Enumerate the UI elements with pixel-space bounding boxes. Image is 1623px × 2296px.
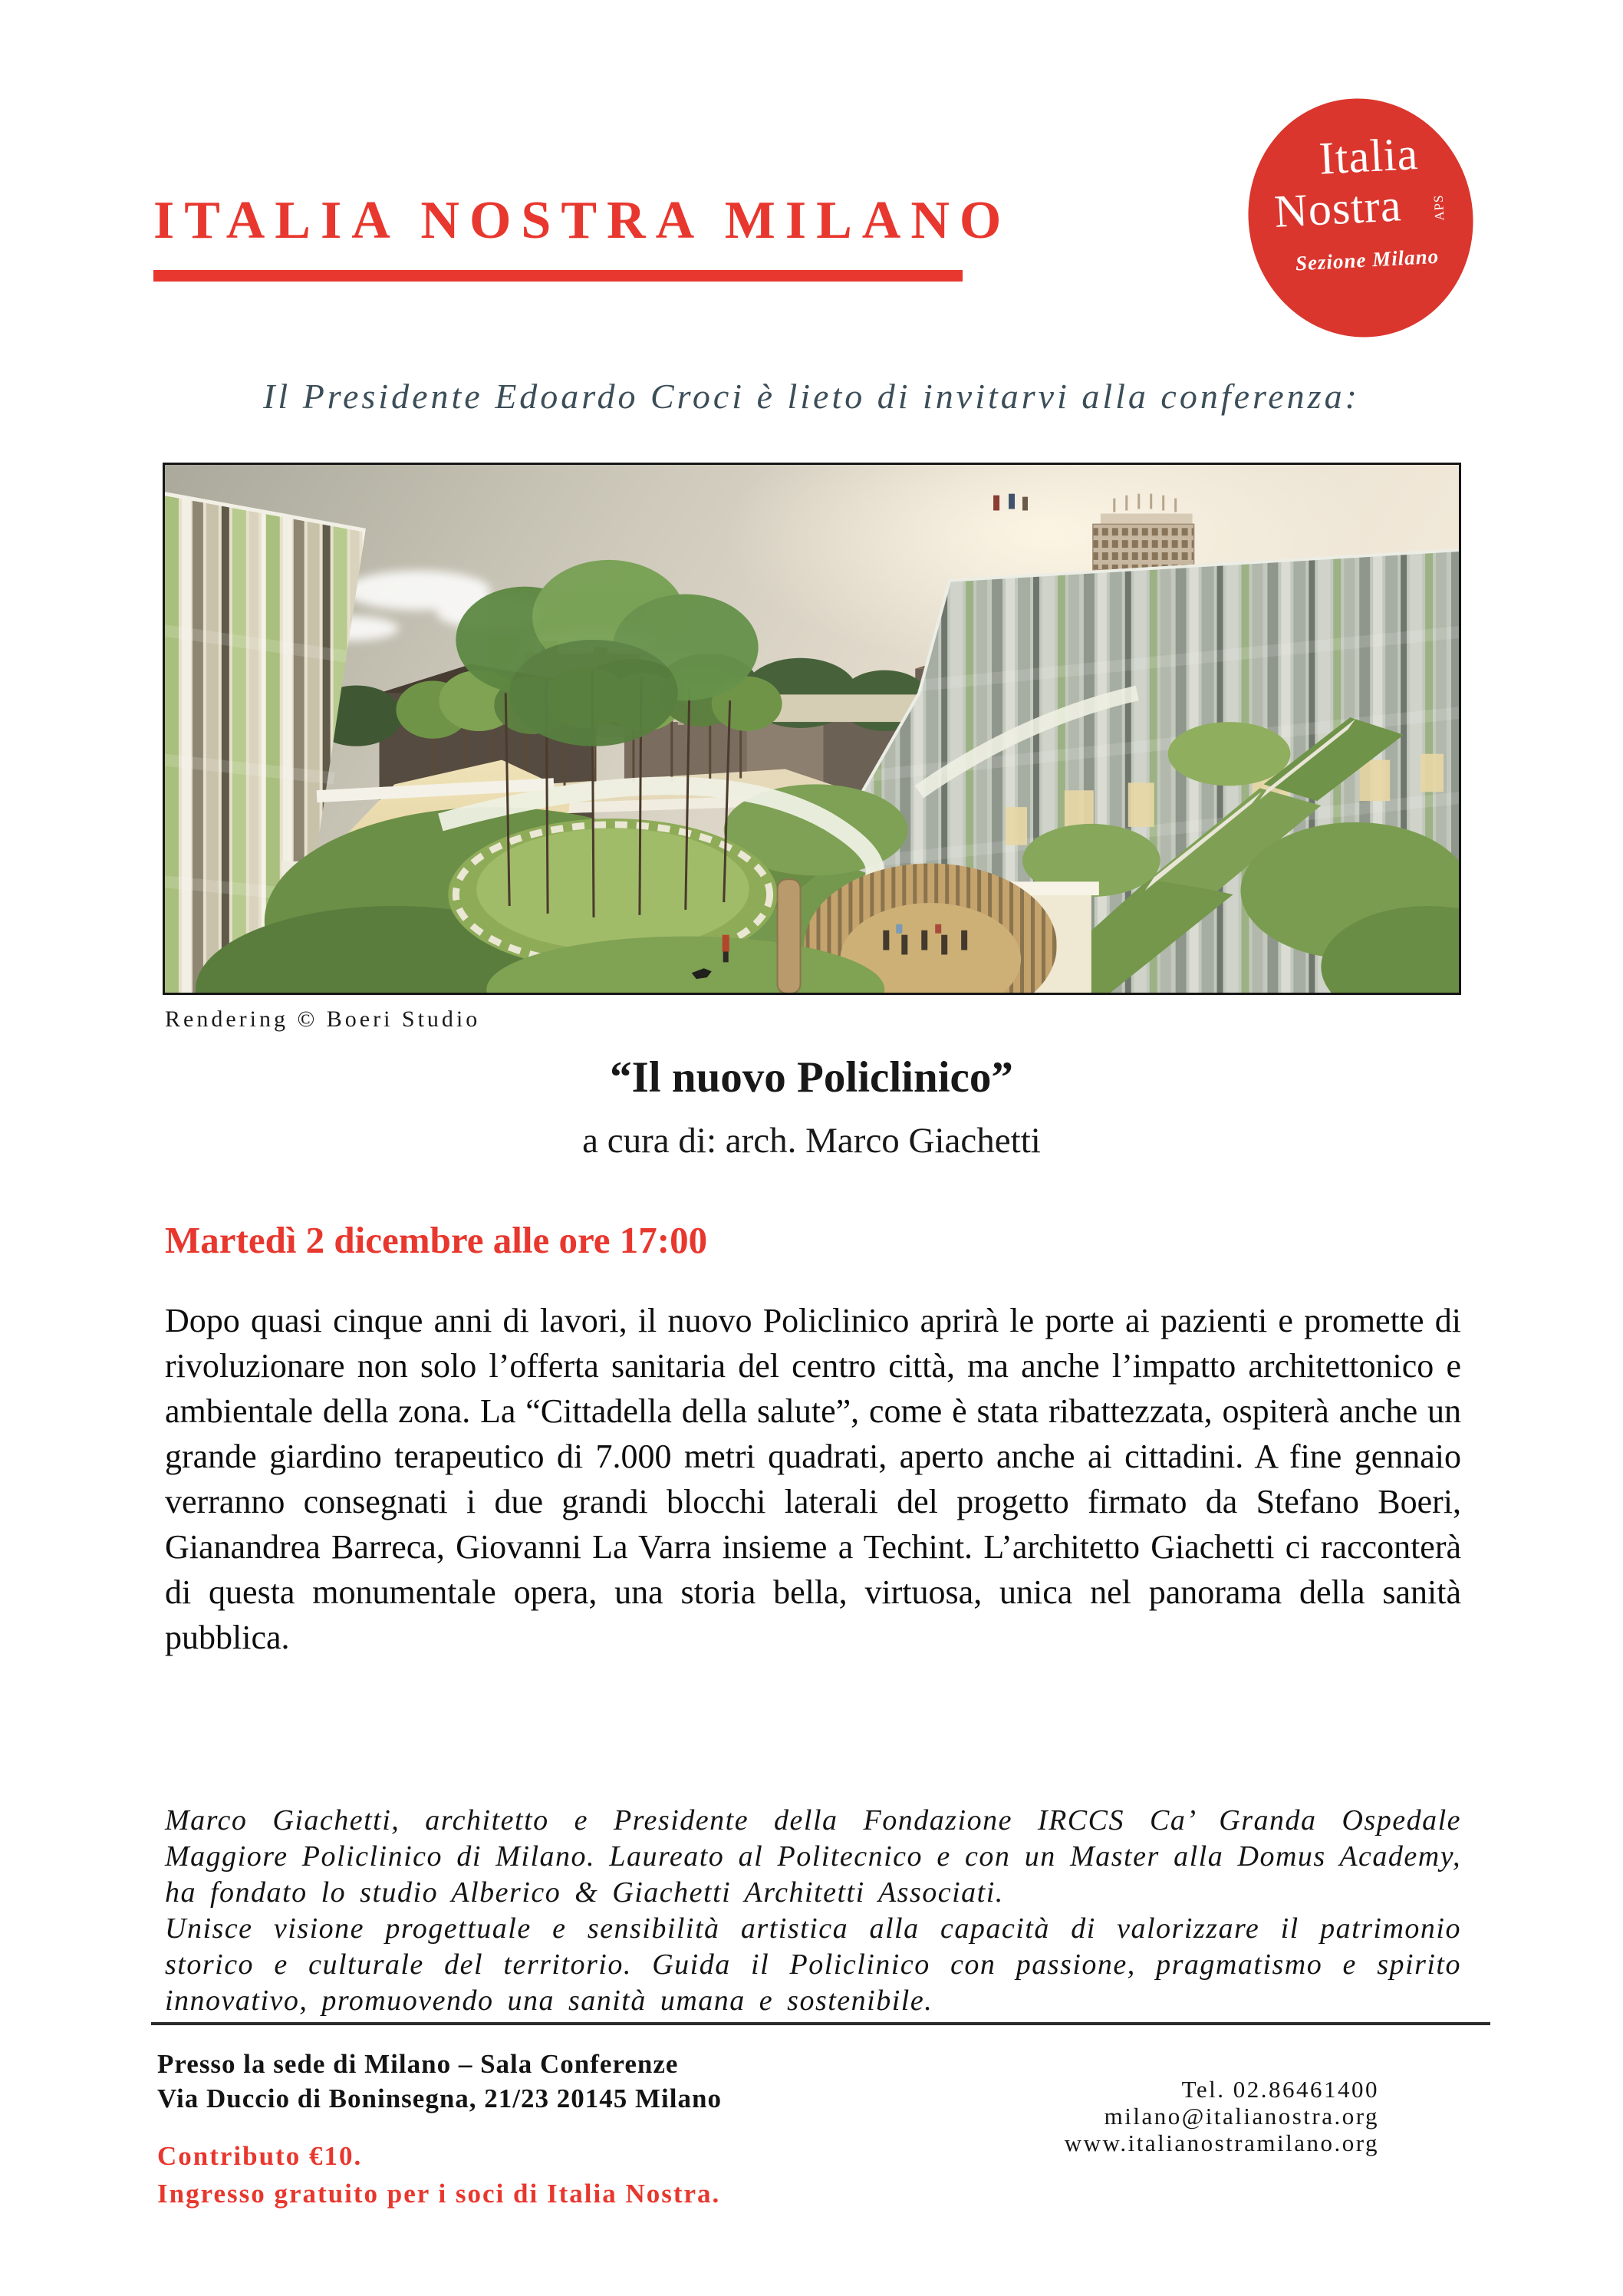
website-url: www.italianostramilano.org: [1064, 2130, 1379, 2156]
rendering-illustration: [165, 465, 1459, 993]
conference-title: “Il nuovo Policlinico”: [610, 1053, 1013, 1102]
italia-nostra-logo: [1249, 98, 1473, 338]
page-title: ITALIA NOSTRA MILANO: [153, 191, 1012, 250]
venue-line-1: Presso la sede di Milano – Sala Conferenze: [157, 2049, 679, 2079]
footer-contact-block: [1065, 2076, 1379, 2156]
footer-divider: [151, 2022, 1490, 2025]
free-entry-line: Ingresso gratuito per i soci di Italia Nostra.: [157, 2179, 721, 2209]
phone-number: Tel. 02.86461400: [1181, 2076, 1379, 2103]
logo-text: [1243, 93, 1479, 344]
email-address: milano@italianostra.org: [1104, 2103, 1379, 2130]
logo-word-italia: Italia: [1318, 128, 1420, 184]
contribution-line: Contributo €10.: [157, 2141, 363, 2171]
bio-block: [165, 1803, 1461, 2019]
datetime-heading: Martedì 2 dicembre alle ore 17:00: [165, 1219, 708, 1261]
bio-paragraph-1: Marco Giachetti, architetto e Presidente della Fondazione IRCCS Ca’ Granda Ospedale Maggiore Policlinico di Milano. Laureato al Politecnico e con un Master alla Domus Academy, ha fondato lo studio Alberico & Giachetti Architetti Associati.: [165, 1804, 1461, 1909]
logo-aps-label: APS: [1430, 194, 1447, 222]
body-paragraph: Dopo quasi cinque anni di lavori, il nuovo Policlinico aprirà le porte ai pazienti e promette di rivoluzionare non solo l’offerta sanitaria del centro città, ma anche l’impatto architettonico e ambientale della zona. La “Cittadella della salute”, come è stata ribattezzata, ospiterà anche un grande giardino terapeutico di 7.000 metri quadrati, aperto anche ai cittadini. A fine gennaio verranno consegnati i due grandi blocchi laterali del progetto firmato da Stefano Boeri, Gianandrea Barreca, Giovanni La Varra insieme a Techint. L’architetto Giachetti ci racconterà di questa monumentale opera, una storia bella, virtuosa, unica nel panorama della sanità pubblica.: [165, 1302, 1461, 1656]
logo-word-nostra: Nostra: [1272, 180, 1403, 237]
rendering-figure: [163, 463, 1461, 995]
title-underline: [153, 270, 963, 282]
curator-line: a cura di: arch. Marco Giachetti: [582, 1121, 1041, 1161]
invitation-line: Il Presidente Edoardo Croci è lieto di invitarvi alla conferenza:: [263, 377, 1360, 416]
rendering-caption: Rendering © Boeri Studio: [165, 1006, 481, 1032]
logo-section-label: Sezione Milano: [1295, 244, 1440, 275]
venue-line-2: Via Duccio di Boninsegna, 21/23 20145 Milano: [157, 2084, 722, 2113]
bio-paragraph-2: Unisce visione progettuale e sensibilità artistica alla capacità di valorizzare il patrimonio storico e culturale del territorio. Guida il Policlinico con passione, pragmatismo e spirito innovativo, promuovendo una sanità umana e sostenibile.: [165, 1912, 1461, 2017]
footer-venue-block: [157, 2047, 722, 2212]
